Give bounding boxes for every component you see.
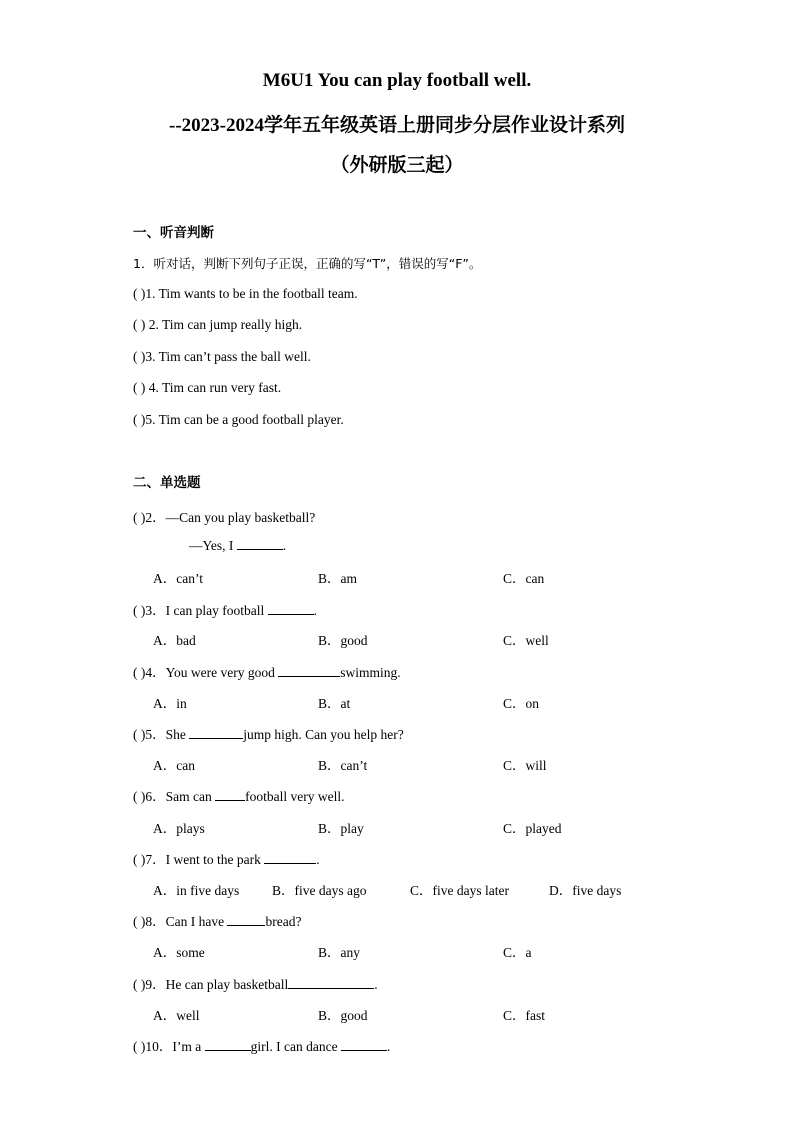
question-2-option-a: A．can’t [153,571,203,586]
question-7-option-c: C．five days later [410,883,509,898]
question-8-option-b: B．any [318,945,360,960]
question-6-option-b: B．play [318,821,364,836]
question-5-option-a: A．can [153,758,195,773]
question-10-end: . [386,1039,391,1054]
answer-blank [227,913,265,926]
question-3-option-a: A．bad [153,633,196,648]
listening-item-5: ( )5. Tim can be a good football player. [133,412,344,427]
listening-instruction: 1．听对话，判断下列句子正误，正确的写“T”，错误的写“F”。 [133,256,482,271]
question-10-text: ( )10．I’m a [133,1039,205,1054]
question-10-middle: girl. I can dance [250,1039,341,1054]
question-3 [133,599,317,619]
question-5-end: jump high. Can you help her? [243,727,404,742]
worksheet-title: M6U1 You can play football well. [262,70,532,91]
question-2-option-b: B．am [318,571,357,586]
listening-item-2: ( ) 2. Tim can jump really high. [133,317,303,332]
question-9-option-c: C．fast [503,1008,545,1023]
question-5-option-b: B．can’t [318,758,368,773]
question-7-text: ( )7．I went to the park [133,852,265,867]
question-4-option-a: A．in [153,696,187,711]
section-heading-choice: 二、单选题 [133,475,201,491]
question-9 [133,973,378,993]
question-3-text: ( )3．I can play football [133,603,268,618]
question-6-option-c: C．played [503,821,562,836]
answer-blank [237,537,283,550]
listening-item-4: ( ) 4. Tim can run very fast. [133,380,282,395]
question-2-answer-text: —Yes, I [189,538,237,553]
answer-blank [268,602,314,615]
question-2-answer-line [189,537,286,554]
question-8-option-c: C．a [503,945,532,960]
question-3-end: . [313,603,317,618]
question-8-text: ( )8．Can I have [133,914,228,929]
question-2-answer-end: . [282,538,287,553]
question-5 [133,723,404,743]
question-4-option-c: C．on [503,696,540,711]
question-6 [133,785,344,805]
question-4-text: ( )4．You were very good [133,665,279,680]
question-7 [133,848,320,868]
question-4-option-b: B．at [318,696,351,711]
listening-item-1: ( )1. Tim wants to be in the football team. [133,286,358,301]
answer-blank [189,726,243,739]
answer-blank [215,788,245,801]
question-2: ( )2．—Can you play basketball? [133,510,316,525]
question-7-end: . [316,852,320,867]
question-6-end: football very well. [245,789,345,804]
question-4-end: swimming. [340,665,401,680]
question-8 [133,910,301,930]
section-heading-listening: 一、听音判断 [133,225,214,241]
answer-blank [288,976,374,989]
question-6-option-a: A．plays [153,821,205,836]
question-7-option-b: B．five days ago [272,883,367,898]
question-3-option-c: C．well [503,633,549,648]
question-9-text: ( )9．He can play basketball [133,977,289,992]
question-4 [133,661,401,681]
question-7-option-a: A．in five days [153,883,240,898]
question-9-option-a: A．well [153,1008,200,1023]
question-5-text: ( )5．She [133,727,190,742]
question-9-option-b: B．good [318,1008,368,1023]
answer-blank [205,1038,251,1051]
answer-blank [264,851,316,864]
question-8-option-a: A．some [153,945,205,960]
answer-blank [341,1038,387,1051]
question-7-option-d: D．five days [549,883,622,898]
question-8-end: bread? [265,914,302,929]
question-10 [133,1035,390,1055]
question-2-option-c: C．can [503,571,545,586]
question-6-text: ( )6．Sam can [133,789,216,804]
question-3-option-b: B．good [318,633,368,648]
question-9-end: . [374,977,378,992]
question-5-option-c: C．will [503,758,547,773]
listening-item-3: ( )3. Tim can’t pass the ball well. [133,349,311,364]
worksheet-subtitle: --2023-2024学年五年级英语上册同步分层作业设计系列 [169,115,625,136]
worksheet-edition: （外研版三起） [330,155,464,176]
answer-blank [278,664,340,677]
